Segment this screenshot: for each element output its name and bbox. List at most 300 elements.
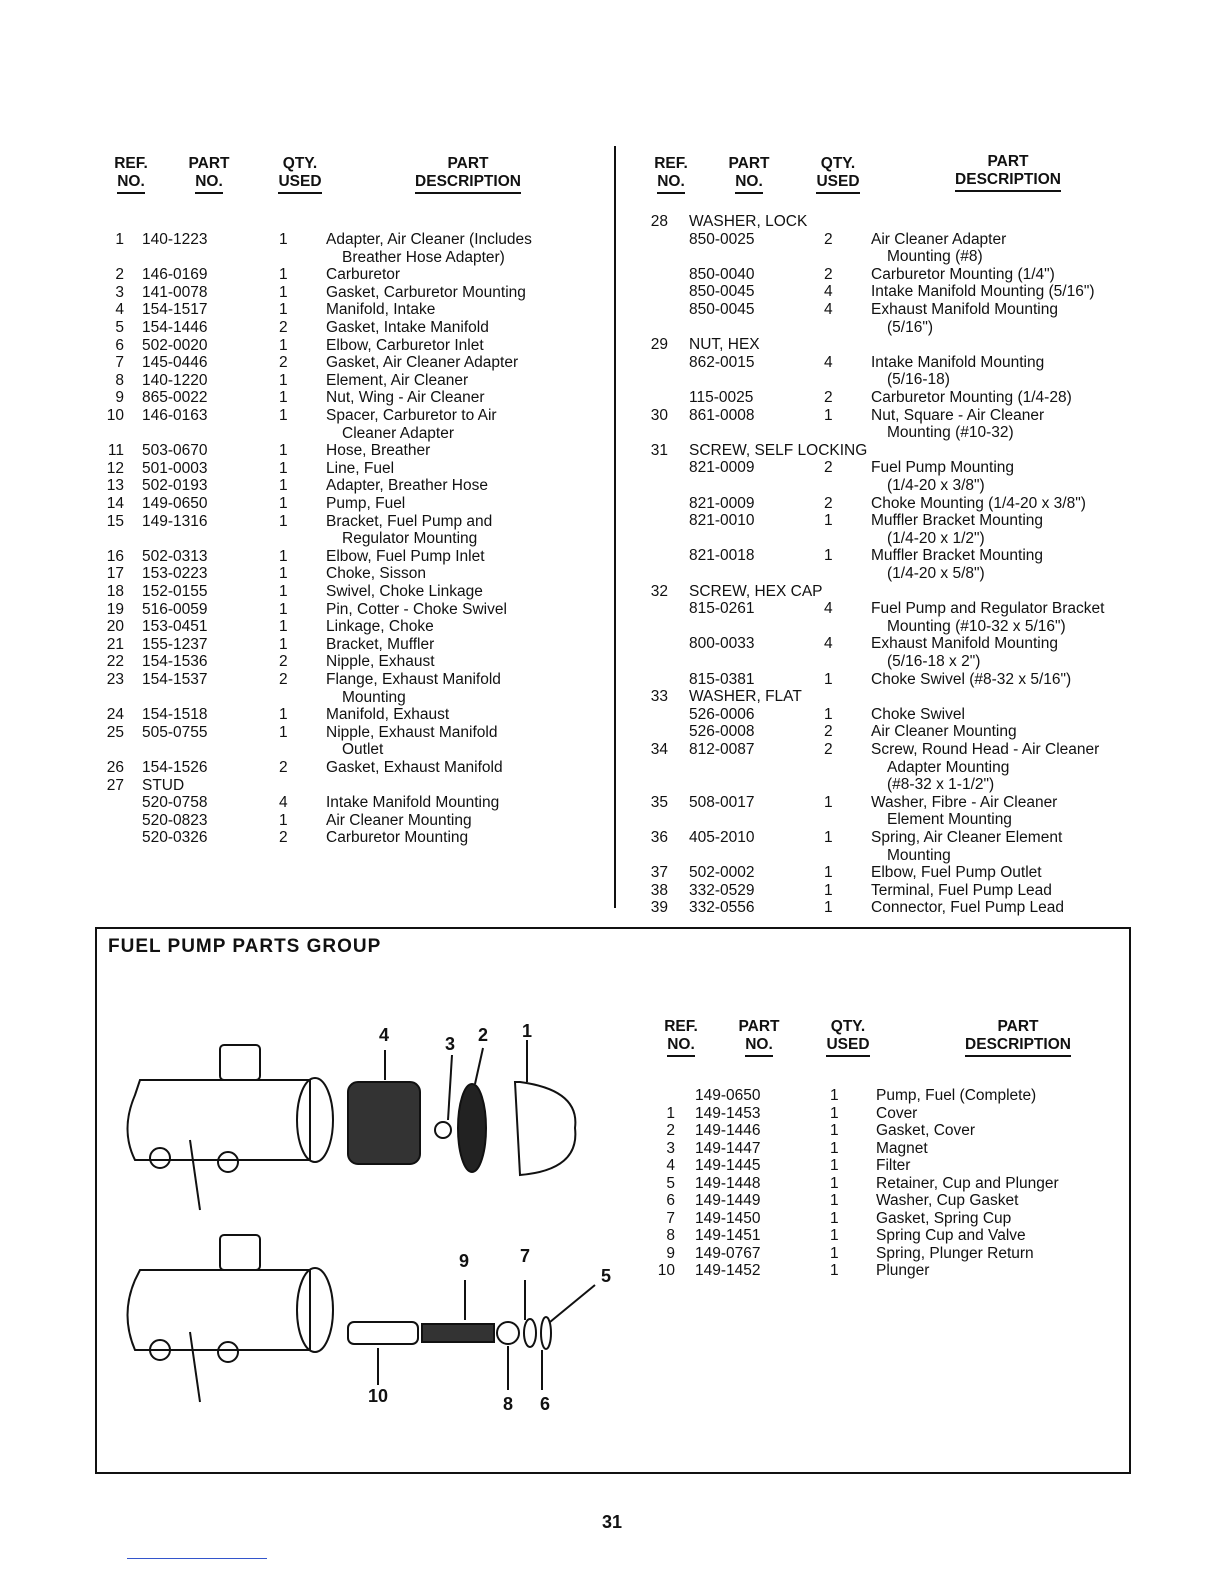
description-cell: Choke Swivel <box>871 705 965 723</box>
footer-rule <box>127 1558 267 1559</box>
filter-shape <box>348 1082 420 1164</box>
callout-10: 10 <box>368 1386 389 1406</box>
pump-body-lower <box>128 1270 311 1350</box>
qty-cell: 1 <box>830 1262 839 1279</box>
description-cell: Intake Manifold Mounting <box>326 794 500 812</box>
description-cell: Flange, Exhaust Manifold <box>326 671 501 688</box>
qty-cell: 2 <box>824 265 833 283</box>
part-number-cell: 850-0045 <box>689 283 755 301</box>
ref-cell: 19 <box>106 600 124 618</box>
description-continuation: Mounting (#10-32) <box>887 424 1014 442</box>
fp-header-ref-line1: REF. <box>664 1018 698 1035</box>
description-cell: Muffler Bracket Mounting <box>871 512 1044 530</box>
part-number-cell: 149-1447 <box>695 1139 761 1157</box>
left-header-ref <box>108 155 154 194</box>
description-cell: Magnet <box>876 1139 928 1157</box>
ref-cell: 5 <box>666 1174 675 1192</box>
qty-cell: 1 <box>279 442 288 460</box>
part-number-cell: 149-0650 <box>142 495 208 512</box>
left-header-qty-line1: QTY. <box>282 155 318 172</box>
ref-cell: 10 <box>106 407 124 424</box>
ref-cell: 21 <box>106 635 124 653</box>
fp-header-ref <box>658 1018 704 1057</box>
part-number-cell: 502-0313 <box>142 547 208 565</box>
callout-3: 3 <box>445 1034 456 1054</box>
description-cell: Pump, Fuel <box>326 495 406 512</box>
description-cell: Muffler Bracket Mounting <box>871 547 1044 565</box>
part-number-cell: 140-1220 <box>142 371 208 389</box>
part-number-cell: 154-1517 <box>142 301 208 319</box>
part-number-cell: 149-1452 <box>695 1262 761 1279</box>
ref-cell: 8 <box>115 371 124 389</box>
part-number-cell: 149-0650 <box>695 1087 761 1104</box>
left-header-part-line1: PART <box>188 155 230 172</box>
cover-gasket-shape <box>458 1084 486 1172</box>
part-number-cell: 502-0002 <box>689 864 755 882</box>
part-number-cell: 149-1446 <box>695 1122 761 1139</box>
qty-cell: 4 <box>824 635 833 653</box>
fp-header-qty-line2: USED <box>826 1036 869 1057</box>
qty-cell: 2 <box>824 389 833 406</box>
ref-cell: 7 <box>115 354 124 372</box>
right-header-ref-line2: NO. <box>657 173 685 194</box>
part-number-cell: 332-0529 <box>689 881 755 899</box>
qty-cell: 1 <box>279 477 288 495</box>
description-cell: Air Cleaner Mounting <box>326 811 472 829</box>
qty-cell: 1 <box>279 635 288 653</box>
part-number-cell: 821-0018 <box>689 547 755 565</box>
right-header-desc-line2: DESCRIPTION <box>955 171 1061 192</box>
left-header-desc <box>400 155 536 194</box>
ref-cell: 27 <box>106 776 124 794</box>
description-cell: Elbow, Carburetor Inlet <box>326 336 484 354</box>
part-number-cell: 520-0758 <box>142 794 208 812</box>
part-number-cell: 154-1536 <box>142 653 208 671</box>
part-number-cell: 850-0045 <box>689 301 755 318</box>
description-cell: Choke Swivel (#8-32 x 5/16") <box>871 670 1072 688</box>
left-header-qty-line2: USED <box>278 173 321 194</box>
ref-cell: 3 <box>115 283 124 301</box>
ref-cell: 7 <box>666 1209 675 1227</box>
description-continuation: Mounting <box>342 688 406 706</box>
description-cell: Gasket, Exhaust Manifold <box>326 759 503 776</box>
ref-cell: 23 <box>106 671 124 688</box>
part-number-cell: 149-1450 <box>695 1209 761 1227</box>
qty-cell: 2 <box>279 653 288 671</box>
description-cell: Gasket, Spring Cup <box>876 1209 1012 1227</box>
description-cell: Spacer, Carburetor to Air <box>326 407 497 424</box>
qty-cell: 2 <box>279 354 288 372</box>
description-cell: Adapter, Air Cleaner (Includes <box>326 231 532 248</box>
spring-cup-shape <box>497 1322 519 1344</box>
description-continuation: Mounting <box>887 846 951 864</box>
cover-shape <box>515 1082 575 1175</box>
qty-cell: 2 <box>279 319 288 336</box>
fp-header-qty <box>822 1018 874 1057</box>
description-cell: Exhaust Manifold Mounting <box>871 635 1058 653</box>
page-number: 31 <box>601 1512 623 1532</box>
description-continuation: Mounting (#8) <box>887 248 983 266</box>
part-number-cell: 115-0025 <box>689 389 754 406</box>
part-number-cell: 503-0670 <box>142 442 208 460</box>
ref-cell: 5 <box>115 319 124 336</box>
qty-cell: 1 <box>830 1104 839 1122</box>
ref-cell: 31 <box>650 441 668 459</box>
description-cell: Spring, Plunger Return <box>876 1244 1034 1262</box>
description-cell: Plunger <box>876 1262 930 1279</box>
qty-cell: 1 <box>279 266 288 284</box>
description-cell: Hose, Breather <box>326 442 431 460</box>
ref-cell: 9 <box>115 389 124 407</box>
description-cell: Carburetor Mounting <box>326 829 469 847</box>
part-number-cell: 149-0767 <box>695 1244 761 1262</box>
part-number-cell: 862-0015 <box>689 353 755 371</box>
pump-fitting-lower-2 <box>218 1342 238 1362</box>
part-number-cell: 501-0003 <box>142 459 208 477</box>
description-continuation: (1/4-20 x 1/2") <box>887 529 985 547</box>
right-header-part-line2: NO. <box>735 173 763 194</box>
ref-cell: 9 <box>666 1244 675 1262</box>
description-cell: Carburetor <box>326 266 401 284</box>
qty-cell: 4 <box>824 353 833 371</box>
magnet-shape <box>435 1122 451 1138</box>
fuel-pump-group-title: FUEL PUMP PARTS GROUP <box>108 936 382 957</box>
pump-bracket-lower <box>220 1235 260 1270</box>
description-cell: Spring Cup and Valve <box>876 1227 1026 1244</box>
description-cell: Fuel Pump and Regulator Bracket <box>871 600 1105 618</box>
description-cell: Gasket, Air Cleaner Adapter <box>326 354 519 372</box>
ref-cell: 24 <box>106 706 124 724</box>
description-cell: Fuel Pump Mounting <box>871 459 1015 477</box>
description-cell: Intake Manifold Mounting <box>871 353 1045 371</box>
description-cell: Choke Mounting (1/4-20 x 3/8") <box>871 494 1086 512</box>
qty-cell: 1 <box>830 1087 839 1104</box>
ref-cell: 6 <box>115 336 124 354</box>
ref-cell: 38 <box>650 881 668 899</box>
callout-8: 8 <box>503 1394 514 1414</box>
qty-cell: 1 <box>830 1139 839 1157</box>
part-number-cell: 812-0087 <box>689 741 755 758</box>
description-cell: Nipple, Exhaust Manifold <box>326 723 498 741</box>
pump-fitting-upper-1 <box>150 1148 170 1168</box>
part-number-cell: 520-0326 <box>142 829 208 847</box>
qty-cell: 1 <box>279 389 288 407</box>
part-number-cell: 861-0008 <box>689 406 755 424</box>
fp-header-qty-line1: QTY. <box>830 1018 866 1035</box>
qty-cell: 1 <box>830 1192 839 1209</box>
ref-cell: 34 <box>650 741 668 758</box>
part-number-cell: 155-1237 <box>142 635 208 653</box>
description-cell: Linkage, Choke <box>326 618 434 636</box>
callout-7: 7 <box>520 1246 531 1266</box>
qty-cell: 2 <box>824 459 833 477</box>
pump-bracket-upper <box>220 1045 260 1080</box>
qty-cell: 1 <box>830 1244 839 1262</box>
qty-cell: 1 <box>279 600 288 618</box>
part-number-cell: 149-1445 <box>695 1157 761 1174</box>
part-number-cell: NUT, HEX <box>689 336 760 354</box>
description-cell: Washer, Fibre - Air Cleaner <box>871 793 1058 811</box>
qty-cell: 1 <box>279 371 288 389</box>
part-number-cell: 146-0163 <box>142 407 208 424</box>
fp-header-part-line2: NO. <box>745 1036 773 1057</box>
qty-cell: 1 <box>824 512 833 530</box>
left-header-desc-line1: PART <box>447 155 489 172</box>
part-number-cell: WASHER, FLAT <box>689 688 802 706</box>
part-number-cell: STUD <box>142 776 185 794</box>
callout-9: 9 <box>459 1251 470 1271</box>
part-number-cell: 821-0009 <box>689 494 755 512</box>
description-continuation: (5/16-18 x 2") <box>887 653 981 670</box>
part-number-cell: SCREW, HEX CAP <box>689 582 823 600</box>
fp-header-ref-line2: NO. <box>667 1036 695 1057</box>
part-number-cell: 154-1446 <box>142 319 208 336</box>
qty-cell: 1 <box>279 811 288 829</box>
ref-cell: 32 <box>650 582 668 600</box>
description-cell: Bracket, Fuel Pump and <box>326 512 493 530</box>
description-cell: Nut, Wing - Air Cleaner <box>326 389 485 407</box>
right-header-part-line1: PART <box>728 155 770 172</box>
qty-cell: 1 <box>279 283 288 301</box>
callout-1: 1 <box>522 1021 533 1041</box>
part-number-cell: 850-0025 <box>689 230 755 248</box>
part-number-cell: 153-0451 <box>142 618 208 636</box>
qty-cell: 1 <box>279 565 288 583</box>
description-cell: Pin, Cotter - Choke Swivel <box>326 600 507 618</box>
qty-cell: 1 <box>279 512 288 530</box>
fuel-pump-exploded-diagram <box>110 1010 610 1420</box>
ref-cell: 4 <box>115 301 124 319</box>
description-cell: Elbow, Fuel Pump Outlet <box>871 864 1042 882</box>
qty-cell: 1 <box>824 829 833 846</box>
part-number-cell: 526-0008 <box>689 723 755 741</box>
part-number-cell: 815-0381 <box>689 670 755 688</box>
fp-header-desc <box>950 1018 1086 1057</box>
ref-cell: 15 <box>106 512 124 530</box>
description-cell: Manifold, Intake <box>326 301 436 319</box>
part-number-cell: 140-1223 <box>142 231 208 248</box>
ref-cell: 3 <box>666 1139 675 1157</box>
description-cell: Retainer, Cup and Plunger <box>876 1174 1059 1192</box>
part-number-cell: 152-0155 <box>142 583 208 600</box>
fp-header-desc-line1: PART <box>997 1018 1039 1035</box>
left-header-desc-line2: DESCRIPTION <box>415 173 521 194</box>
description-continuation: (1/4-20 x 3/8") <box>887 477 985 494</box>
pump-end-lower <box>297 1268 333 1352</box>
part-number-cell: 502-0193 <box>142 477 208 495</box>
part-number-cell: 141-0078 <box>142 283 208 301</box>
right-header-ref <box>648 155 694 194</box>
description-cell: Pump, Fuel (Complete) <box>876 1087 1037 1104</box>
ref-cell: 12 <box>106 459 124 477</box>
qty-cell: 1 <box>279 336 288 354</box>
part-number-cell: 505-0755 <box>142 723 208 741</box>
fp-header-desc-line2: DESCRIPTION <box>965 1036 1071 1057</box>
qty-cell: 1 <box>830 1227 839 1244</box>
part-number-cell: 502-0020 <box>142 336 208 354</box>
qty-cell: 2 <box>824 741 833 758</box>
description-cell: Air Cleaner Mounting <box>871 723 1017 741</box>
description-cell: Exhaust Manifold Mounting <box>871 301 1058 318</box>
right-header-qty <box>812 155 864 194</box>
description-cell: Adapter, Breather Hose <box>326 477 488 495</box>
ref-cell: 39 <box>650 899 668 917</box>
qty-cell: 1 <box>830 1122 839 1139</box>
part-number-cell: 149-1449 <box>695 1192 761 1209</box>
fp-header-part-line1: PART <box>738 1018 780 1035</box>
ref-cell: 2 <box>666 1122 675 1139</box>
qty-cell: 1 <box>279 618 288 636</box>
qty-cell: 1 <box>824 899 833 917</box>
washer-shape <box>524 1319 536 1347</box>
qty-cell: 2 <box>824 230 833 248</box>
part-number-cell: 332-0556 <box>689 899 755 917</box>
ref-cell: 16 <box>106 547 124 565</box>
description-continuation: (#8-32 x 1-1/2") <box>887 776 995 794</box>
ref-cell: 26 <box>106 759 124 776</box>
ref-cell: 11 <box>107 442 124 460</box>
description-cell: Line, Fuel <box>326 459 395 477</box>
ref-cell: 1 <box>666 1104 675 1122</box>
qty-cell: 2 <box>824 723 833 741</box>
retainer-shape <box>541 1317 551 1349</box>
part-number-cell: WASHER, LOCK <box>689 213 808 230</box>
left-header-ref-line1: REF. <box>114 155 148 172</box>
description-cell: Nut, Square - Air Cleaner <box>871 406 1045 424</box>
ref-cell: 13 <box>106 477 124 495</box>
left-header-part <box>182 155 236 194</box>
part-number-cell: 526-0006 <box>689 705 755 723</box>
description-cell: Screw, Round Head - Air Cleaner <box>871 741 1100 758</box>
pump-fitting-upper-2 <box>218 1152 238 1172</box>
ref-cell: 14 <box>106 495 124 512</box>
ref-cell: 20 <box>106 618 124 636</box>
description-cell: Gasket, Cover <box>876 1122 976 1139</box>
qty-cell: 1 <box>279 459 288 477</box>
ref-cell: 8 <box>666 1227 675 1244</box>
description-continuation: (5/16-18) <box>887 371 950 389</box>
right-header-desc <box>940 153 1076 192</box>
part-number-cell: 821-0009 <box>689 459 755 477</box>
callout-4: 4 <box>379 1025 390 1045</box>
part-number-cell: 865-0022 <box>142 389 208 407</box>
part-number-cell: 815-0261 <box>689 600 755 618</box>
description-cell: Gasket, Intake Manifold <box>326 319 489 336</box>
qty-cell: 1 <box>824 547 833 565</box>
ref-cell: 28 <box>650 213 668 230</box>
qty-cell: 4 <box>824 283 833 301</box>
right-header-ref-line1: REF. <box>654 155 688 172</box>
description-cell: Choke, Sisson <box>326 565 426 583</box>
part-number-cell: 149-1453 <box>695 1104 761 1122</box>
description-continuation: Adapter Mounting <box>887 758 1010 776</box>
description-cell: Gasket, Carburetor Mounting <box>326 283 526 301</box>
description-continuation: Breather Hose Adapter) <box>342 248 505 266</box>
description-cell: Elbow, Fuel Pump Inlet <box>326 547 485 565</box>
description-cell: Intake Manifold Mounting (5/16") <box>871 283 1095 301</box>
description-cell: Manifold, Exhaust <box>326 706 450 724</box>
spring-shape <box>422 1324 494 1342</box>
ref-cell: 22 <box>106 653 124 671</box>
ref-cell: 2 <box>115 266 124 284</box>
qty-cell: 1 <box>279 301 288 319</box>
fp-header-part <box>732 1018 786 1057</box>
part-number-cell: 405-2010 <box>689 829 755 846</box>
pump-end-upper <box>297 1078 333 1162</box>
part-number-cell: 149-1448 <box>695 1174 761 1192</box>
callout-2: 2 <box>478 1025 489 1045</box>
left-header-part-line2: NO. <box>195 173 223 194</box>
ref-cell: 33 <box>650 688 668 706</box>
part-number-cell: 508-0017 <box>689 793 755 811</box>
right-header-desc-line1: PART <box>987 153 1029 170</box>
part-number-cell: 149-1316 <box>142 512 208 530</box>
qty-cell: 4 <box>824 600 833 618</box>
ref-cell: 30 <box>650 406 668 424</box>
right-header-qty-line1: QTY. <box>820 155 856 172</box>
qty-cell: 1 <box>279 583 288 600</box>
description-cell: Swivel, Choke Linkage <box>326 583 483 600</box>
part-number-cell: 850-0040 <box>689 265 755 283</box>
column-divider <box>614 146 616 908</box>
description-continuation: Regulator Mounting <box>342 530 478 548</box>
qty-cell: 1 <box>830 1174 839 1192</box>
plunger-shape <box>348 1322 418 1344</box>
description-cell: Nipple, Exhaust <box>326 653 435 671</box>
part-number-cell: 821-0010 <box>689 512 755 530</box>
callout-5: 5 <box>601 1266 612 1286</box>
qty-cell: 1 <box>824 705 833 723</box>
part-number-cell: 146-0169 <box>142 266 208 284</box>
qty-cell: 1 <box>279 495 288 512</box>
description-cell: Washer, Cup Gasket <box>876 1192 1019 1209</box>
qty-cell: 1 <box>830 1157 839 1174</box>
part-number-cell: 154-1518 <box>142 706 208 724</box>
ref-cell: 25 <box>106 723 124 741</box>
right-header-part <box>722 155 776 194</box>
qty-cell: 1 <box>824 881 833 899</box>
description-cell: Carburetor Mounting (1/4-28) <box>871 389 1072 406</box>
ref-cell: 6 <box>666 1192 675 1209</box>
description-cell: Element, Air Cleaner <box>326 371 469 389</box>
description-continuation: Cleaner Adapter <box>342 424 455 442</box>
description-continuation: (5/16") <box>887 318 933 336</box>
description-cell: Carburetor Mounting (1/4") <box>871 265 1055 283</box>
ref-cell: 10 <box>657 1262 675 1279</box>
ref-cell: 37 <box>650 864 668 882</box>
ref-cell: 18 <box>106 583 124 600</box>
description-cell: Air Cleaner Adapter <box>871 230 1007 248</box>
description-cell: Cover <box>876 1104 918 1122</box>
part-number-cell: 154-1537 <box>142 671 208 688</box>
part-number-cell: 145-0446 <box>142 354 208 372</box>
qty-cell: 1 <box>824 864 833 882</box>
qty-cell: 1 <box>279 547 288 565</box>
part-number-cell: SCREW, SELF LOCKING <box>689 441 868 459</box>
pump-body-upper <box>128 1080 311 1160</box>
ref-cell: 17 <box>106 565 124 583</box>
description-cell: Connector, Fuel Pump Lead <box>871 899 1065 917</box>
ref-cell: 4 <box>666 1157 675 1174</box>
qty-cell: 2 <box>279 829 288 847</box>
part-number-cell: 520-0823 <box>142 811 208 829</box>
ref-cell: 36 <box>650 829 668 846</box>
description-continuation: Mounting (#10-32 x 5/16") <box>887 617 1066 635</box>
part-number-cell: 153-0223 <box>142 565 208 583</box>
qty-cell: 2 <box>279 671 288 688</box>
qty-cell: 1 <box>279 706 288 724</box>
part-number-cell: 516-0059 <box>142 600 208 618</box>
